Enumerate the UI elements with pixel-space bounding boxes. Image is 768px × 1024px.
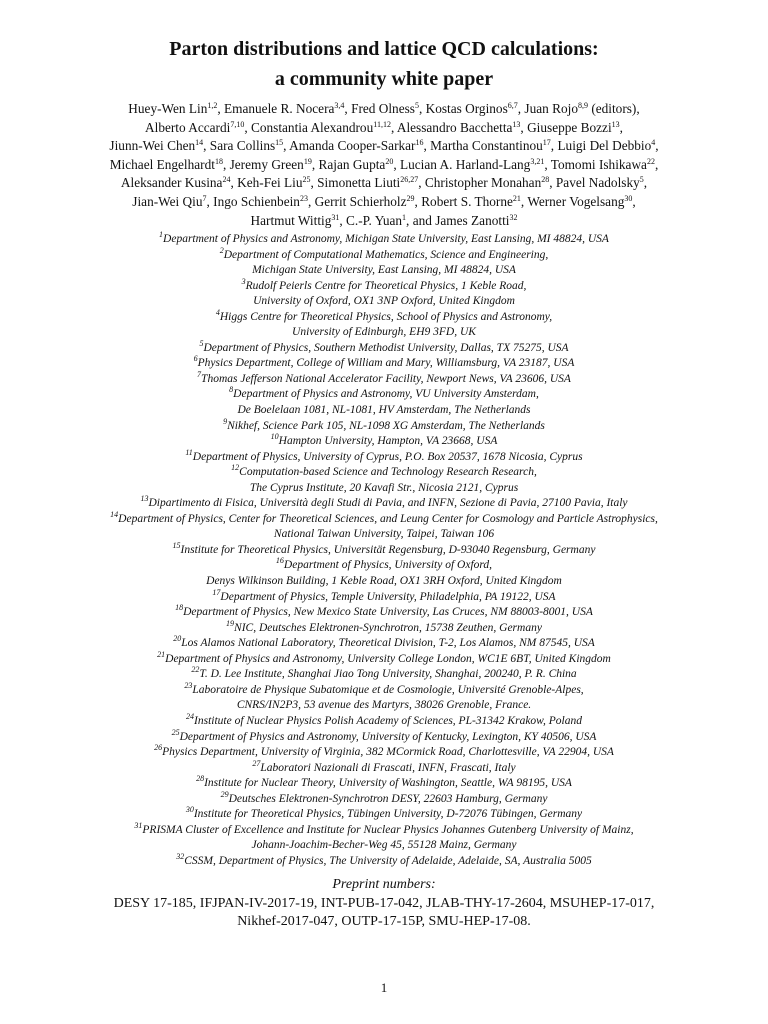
author-affiliation-mark: 1 — [402, 212, 407, 222]
affiliation-number: 12 — [231, 463, 240, 473]
affiliation-text: NIC, Deutsches Elektronen-Synchrotron, 15738 Zeuthen, Germany — [234, 621, 542, 634]
affiliation-line — [20, 245, 748, 264]
affiliation-text: Department of Computational Mathematics, Science and Engineering, — [223, 248, 549, 261]
affiliation-line — [20, 618, 748, 637]
preprint-line-2: Nikhef-2017-047, OUTP-17-15P, SMU-HEP-17-08. — [237, 914, 531, 929]
author-affiliation-mark: 6,7 — [507, 101, 518, 110]
author-name: Constantia Alexandrou$^{11,12}$ — [250, 119, 391, 135]
affiliation-line — [20, 527, 748, 543]
author-line: Hartmut Wittig$^{31}$, C.-P. Yuan$^1$, and James Zanotti$^{32}$ — [250, 212, 518, 228]
author-affiliation-mark: 5 — [414, 101, 419, 110]
affiliation-number: 10 — [270, 432, 279, 442]
author-name: Alessandro Bacchetta$^{13}$ — [396, 119, 521, 135]
author-line: Jiunn-Wei Chen$^{14}$, Sara Collins$^{15}$, Amanda Cooper-Sarkar$^{16}$, Martha Constantinou$^{17}$, Luigi Del Debbio$^4$, — [109, 138, 659, 154]
author-affiliation-mark: 28 — [541, 175, 550, 185]
affiliation-text: Thomas Jefferson National Accelerator Facility, Newport News, VA 23606, USA — [201, 372, 571, 385]
author-affiliation-mark: 13 — [512, 119, 521, 129]
author-affiliation-mark: 8,9 — [577, 101, 588, 110]
affiliation-number: 22 — [191, 665, 200, 675]
author-name: Simonetta Liuti$^{26,27}$ — [317, 175, 419, 191]
affiliation-text: Rudolf Peierls Centre for Theoretical Physics, 1 Keble Road, — [245, 279, 527, 292]
author-name: Fred Olness$^5$ — [351, 101, 419, 116]
author-name: Werner Vogelsang$^{30}$ — [527, 193, 633, 209]
affiliation-text: Institute for Theoretical Physics, Universität Regensburg, D-93040 Regensburg, Germany — [180, 543, 596, 556]
affiliation-text: Department of Physics and Astronomy, Michigan State University, East Lansing, MI 48824, USA — [163, 233, 609, 245]
affiliation-text: Department of Physics and Astronomy, University College London, WC1E 6BT, United Kingdom — [165, 652, 611, 665]
paper-title — [0, 34, 768, 94]
title-line-2: a community white paper — [274, 68, 494, 90]
affiliation-text: T. D. Lee Institute, Shanghai Jiao Tong University, Shanghai, 200240, P. R. China — [199, 668, 577, 681]
affiliation-line — [20, 403, 748, 419]
affiliation-text: Nikhef, Science Park 105, NL-1098 XG Amsterdam, The Netherlands — [227, 419, 545, 432]
author-line: Huey-Wen Lin$^{1,2}$, Emanuele R. Nocera$^{3,4}$, Fred Olness$^5$, Kostas Orginos$^{6,7}$, Juan Rojo$^{8,9}$ (editors), — [128, 101, 640, 116]
affiliation-line — [20, 820, 748, 839]
affiliation-line — [20, 232, 748, 248]
author-name: Jiunn-Wei Chen$^{14}$ — [109, 138, 204, 154]
affiliation-number: 13 — [140, 494, 149, 504]
affiliation-line — [20, 667, 748, 683]
author-name: Alberto Accardi$^{7,10}$ — [145, 119, 245, 135]
author-affiliation-mark: 30 — [624, 193, 633, 203]
affiliation-line — [20, 481, 748, 497]
affiliation-text: Computation-based Science and Technology Research Research, — [239, 466, 537, 479]
affiliation-line — [20, 447, 748, 466]
affiliation-number: 16 — [275, 556, 284, 566]
affiliation-text: Department of Physics, Center for Theoretical Sciences, and Leung Center for Cosmology and Particle Astrophysics, — [118, 512, 658, 525]
affiliation-line — [20, 649, 748, 668]
affiliation-line — [20, 558, 748, 574]
author-name: Gerrit Schierholz$^{29}$ — [314, 193, 415, 209]
author-name: Sara Collins$^{15}$ — [209, 138, 284, 154]
author-affiliation-mark: 14 — [195, 138, 204, 148]
author-name: Rajan Gupta$^{20}$ — [318, 156, 394, 172]
affiliation-number: 18 — [175, 603, 184, 613]
affiliation-line — [20, 789, 748, 808]
author-name: Emanuele R. Nocera$^{3,4}$ — [224, 101, 345, 116]
affiliation-number: 9 — [223, 416, 228, 426]
author-line: Jian-Wei Qiu$^7$, Ingo Schienbein$^{23}$, Gerrit Schierholz$^{29}$, Robert S. Thorne$^{21}$, Werner Vogelsang$^{30}$, — [132, 193, 636, 209]
affiliation-line — [20, 727, 748, 746]
author-name: Giuseppe Bozzi$^{13}$ — [527, 119, 620, 135]
author-affiliation-mark: 32 — [509, 212, 518, 222]
affiliation-line — [20, 745, 748, 761]
affiliation-text: Department of Physics, Southern Methodist University, Dallas, TX 75275, USA — [203, 341, 569, 354]
author-name: Keh-Fei Liu$^{25}$ — [237, 175, 311, 191]
affiliation-text: University of Oxford, OX1 3NP Oxford, United Kingdom — [253, 295, 515, 308]
affiliation-number: 23 — [184, 680, 193, 690]
author-name: Tomomi Ishikawa$^{22}$ — [550, 156, 655, 172]
author-name: Robert S. Thorne$^{21}$ — [421, 193, 521, 209]
author-name: Jeremy Green$^{19}$ — [229, 156, 312, 172]
affiliation-number: 8 — [229, 385, 234, 395]
affiliation-text: The Cyprus Institute, 20 Kavafi Str., Nicosia 2121, Cyprus — [249, 481, 519, 494]
affiliation-text: Department of Physics and Astronomy, VU University Amsterdam, — [233, 388, 539, 401]
affiliation-line — [20, 387, 748, 403]
affiliation-number: 31 — [134, 820, 143, 830]
affiliation-text: CSSM, Department of Physics, The University of Adelaide, Adelaide, SA, Australia 5005 — [184, 854, 592, 867]
author-name: Martha Constantinou$^{17}$ — [430, 138, 551, 154]
affiliation-line — [20, 851, 748, 870]
author-name: Huey-Wen Lin$^{1,2}$ — [128, 101, 218, 116]
affiliation-number: 26 — [154, 743, 163, 753]
affiliation-number: 32 — [176, 851, 185, 861]
author-name: C.-P. Yuan$^1$ — [346, 212, 407, 228]
author-name: Luigi Del Debbio$^4$ — [557, 138, 656, 154]
affiliation-number: 1 — [159, 230, 164, 239]
affiliation-line — [20, 605, 748, 621]
author-name: Hartmut Wittig$^{31}$ — [250, 212, 340, 228]
affiliation-number: 2 — [219, 245, 224, 255]
affiliation-line — [20, 496, 748, 512]
affiliation-number: 28 — [196, 774, 205, 784]
preprint-line-1: DESY 17-185, IFJPAN-IV-2017-19, INT-PUB-17-042, JLAB-THY-17-2604, MSUHEP-17-017, — [113, 895, 655, 911]
affiliation-line — [20, 325, 748, 341]
affiliation-line — [20, 294, 748, 310]
affiliation-line — [20, 434, 748, 450]
author-affiliation-mark: 16 — [415, 138, 424, 148]
author-affiliation-mark: 7,10 — [230, 119, 245, 129]
affiliation-line — [20, 838, 748, 854]
author-affiliation-mark: 13 — [611, 119, 620, 129]
affiliation-text: Los Alamos National Laboratory, Theoretical Division, T-2, Los Alamos, NM 87545, USA — [181, 637, 595, 650]
author-name: Christopher Monahan$^{28}$ — [424, 175, 550, 191]
author-affiliation-mark: 15 — [275, 138, 284, 148]
affiliation-number: 25 — [171, 727, 180, 737]
affiliation-number: 27 — [252, 758, 261, 768]
author-affiliation-mark: 19 — [303, 156, 312, 166]
affiliation-line — [20, 636, 748, 652]
author-affiliation-mark: 22 — [646, 156, 655, 166]
affiliation-text: Johann-Joachim-Becher-Weg 45, 55128 Mainz, Germany — [251, 839, 517, 852]
affiliation-text: Higgs Centre for Theoretical Physics, School of Physics and Astronomy, — [219, 310, 553, 323]
affiliation-line — [20, 758, 748, 777]
affiliation-line — [20, 776, 748, 792]
affiliation-text: University of Edinburgh, EH9 3FD, UK — [292, 326, 476, 339]
author-affiliation-mark: 1,2 — [207, 101, 218, 110]
author-affiliation-mark: 11,12 — [373, 119, 391, 129]
author-affiliation-mark: 24 — [222, 175, 231, 185]
author-name: Lucian A. Harland-Lang$^{3,21}$ — [399, 156, 545, 172]
author-line: Michael Engelhardt$^{18}$, Jeremy Green$^{19}$, Rajan Gupta$^{20}$, Lucian A. Harland-Lang$^{3,21}$, Tomomi Ishikawa$^{22}$, — [109, 156, 659, 172]
author-name: Pavel Nadolsky$^5$ — [555, 175, 644, 191]
affiliation-line — [20, 369, 748, 388]
author-line: Alberto Accardi$^{7,10}$, Constantia Alexandrou$^{11,12}$, Alessandro Bacchetta$^{13}$, Giuseppe Bozzi$^{13}$, — [145, 119, 623, 135]
editors-note: (editors) — [591, 101, 637, 116]
affiliation-text: National Taiwan University, Taipei, Taiwan 106 — [273, 528, 495, 541]
affiliation-number: 19 — [226, 618, 235, 628]
affiliation-number: 21 — [157, 649, 166, 659]
affiliation-number: 30 — [185, 805, 194, 815]
affiliation-line — [20, 574, 748, 590]
author-name: Juan Rojo$^{8,9}$ — [524, 101, 588, 116]
author-list — [40, 100, 728, 230]
affiliation-text: Institute for Theoretical Physics, Tübingen University, D-72076 Tübingen, Germany — [193, 808, 583, 821]
affiliation-line — [20, 356, 748, 372]
author-name: Amanda Cooper-Sarkar$^{16}$ — [289, 138, 424, 154]
preprint-heading: Preprint numbers: — [332, 877, 436, 892]
affiliation-text: Department of Physics, University of Cyprus, P.O. Box 20537, 1678 Nicosia, Cyprus — [192, 450, 583, 463]
affiliation-text: CNRS/IN2P3, 53 avenue des Martyrs, 38026 Grenoble, France. — [236, 699, 532, 712]
affiliation-line — [20, 509, 748, 528]
author-affiliation-mark: 5 — [639, 175, 644, 185]
author-affiliation-mark: 18 — [214, 156, 223, 166]
author-name: Michael Engelhardt$^{18}$ — [109, 156, 223, 172]
affiliation-text: Deutsches Elektronen-Synchrotron DESY, 22603 Hamburg, Germany — [228, 792, 548, 805]
affiliation-number: 17 — [212, 587, 221, 597]
author-affiliation-mark: 3,21 — [530, 156, 545, 166]
affiliation-text: Institute of Nuclear Physics Polish Academy of Sciences, PL-31342 Krakow, Poland — [194, 714, 582, 727]
affiliation-number: 3 — [241, 276, 246, 286]
affiliation-number: 11 — [185, 447, 193, 457]
affiliation-line — [20, 698, 748, 714]
affiliation-line — [20, 587, 748, 606]
affiliation-text: Hampton University, Hampton, VA 23668, USA — [278, 435, 498, 448]
affiliation-line — [20, 263, 748, 279]
affiliation-line — [20, 276, 748, 295]
author-name: James Zanotti$^{32}$ — [435, 212, 518, 228]
author-affiliation-mark: 21 — [512, 193, 521, 203]
title-line-1: Parton distributions and lattice QCD calculations: — [169, 38, 599, 60]
affiliation-number: 5 — [199, 338, 204, 348]
page-number: 1 — [380, 980, 388, 995]
affiliation-number: 15 — [172, 540, 181, 550]
author-affiliation-mark: 17 — [542, 138, 551, 148]
affiliation-line — [20, 307, 748, 326]
affiliation-line — [20, 416, 748, 435]
author-affiliation-mark: 20 — [385, 156, 394, 166]
affiliation-text: Department of Physics, Temple University, Philadelphia, PA 19122, USA — [220, 590, 556, 603]
affiliation-text: Department of Physics, University of Oxford, — [283, 559, 493, 572]
affiliation-text: Denys Wilkinson Building, 1 Keble Road, OX1 3RH Oxford, United Kingdom — [206, 575, 562, 588]
affiliation-text: Dipartimento di Fisica, Università degli Studi di Pavia, and INFN, Sezione di Pavia, 27100 Pavia, Italy — [148, 497, 628, 510]
affiliation-number: 4 — [215, 307, 220, 317]
affiliation-line — [20, 338, 748, 357]
affiliation-text: De Boelelaan 1081, NL-1081, HV Amsterdam, The Netherlands — [237, 404, 531, 417]
author-name: Aleksander Kusina$^{24}$ — [120, 175, 231, 191]
affiliation-line — [20, 465, 748, 481]
affiliation-list — [20, 232, 748, 869]
affiliation-line — [20, 540, 748, 559]
author-affiliation-mark: 3,4 — [334, 101, 345, 110]
affiliation-text: Department of Physics, New Mexico State University, Las Cruces, NM 88003-8001, USA — [183, 606, 593, 619]
author-affiliation-mark: 7 — [202, 193, 207, 203]
author-affiliation-mark: 31 — [331, 212, 340, 222]
author-name: Ingo Schienbein$^{23}$ — [213, 193, 308, 209]
affiliation-text: Institute for Nuclear Theory, University of Washington, Seattle, WA 98195, USA — [204, 777, 572, 790]
affiliation-number: 24 — [186, 711, 195, 721]
affiliation-text: Michigan State University, East Lansing, MI 48824, USA — [252, 264, 516, 277]
author-affiliation-mark: 23 — [299, 193, 308, 203]
author-affiliation-mark: 25 — [302, 175, 311, 185]
affiliation-line — [20, 680, 748, 699]
preprint-block — [0, 876, 768, 932]
affiliation-text: PRISMA Cluster of Excellence and Institute for Nuclear Physics Johannes Gutenberg University of Mainz, — [142, 823, 634, 836]
affiliation-number: 29 — [220, 789, 229, 799]
author-affiliation-mark: 4 — [651, 138, 656, 148]
affiliation-text: Physics Department, College of William and Mary, Williamsburg, VA 23187, USA — [197, 357, 575, 370]
author-name: Kostas Orginos$^{6,7}$ — [425, 101, 518, 116]
affiliation-text: Laboratoire de Physique Subatomique et de Cosmologie, Université Grenoble-Alpes, — [192, 683, 584, 696]
author-name: Jian-Wei Qiu$^7$ — [132, 193, 207, 209]
affiliation-line — [20, 807, 748, 823]
affiliation-text: Laboratori Nazionali di Frascati, INFN, Frascati, Italy — [260, 761, 516, 774]
affiliation-line — [20, 711, 748, 730]
author-line: Aleksander Kusina$^{24}$, Keh-Fei Liu$^{25}$, Simonetta Liuti$^{26,27}$, Christopher Monahan$^{28}$, Pavel Nadolsky$^5$, — [120, 175, 648, 191]
author-affiliation-mark: 29 — [406, 193, 415, 203]
affiliation-number: 20 — [173, 634, 182, 644]
affiliation-number: 6 — [193, 354, 198, 364]
affiliation-text: Department of Physics and Astronomy, University of Kentucky, Lexington, KY 40506, USA — [179, 730, 597, 743]
affiliation-text: Physics Department, University of Virginia, 382 MCormick Road, Charlottesville, VA 22904, USA — [162, 746, 614, 759]
author-affiliation-mark: 26,27 — [400, 175, 419, 185]
affiliation-number: 14 — [110, 509, 119, 519]
affiliation-number: 7 — [197, 369, 202, 379]
